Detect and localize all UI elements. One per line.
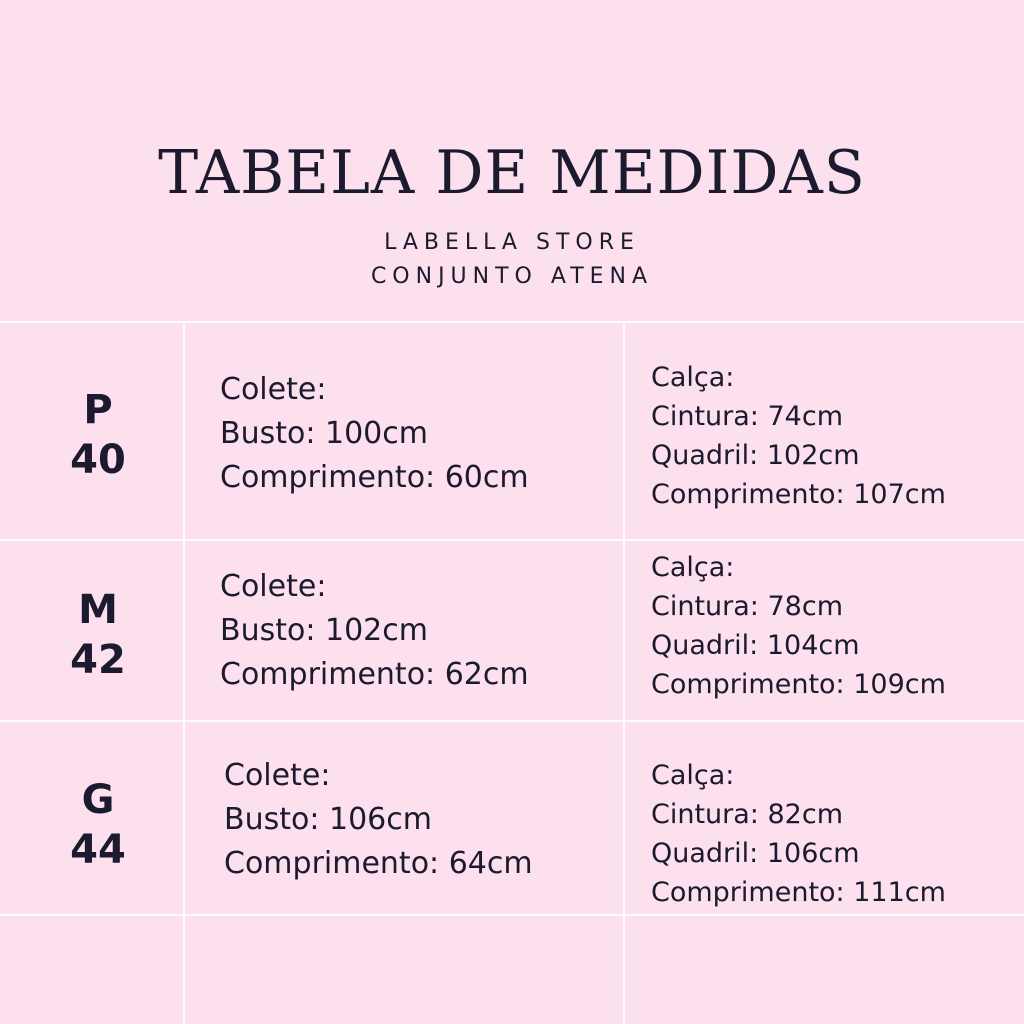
colete-label: Colete:: [224, 758, 331, 793]
size-letter: G: [81, 777, 115, 823]
colete-cell-g: [224, 754, 533, 886]
calca-quadril: Quadril: 106cm: [651, 838, 860, 869]
calca-comprimento: Comprimento: 111cm: [651, 877, 946, 908]
size-cell-g: [0, 775, 196, 875]
grid-line-row2: [0, 720, 1024, 722]
calca-comprimento: Comprimento: 107cm: [651, 479, 946, 510]
colete-label: Colete:: [220, 569, 327, 604]
calca-cintura: Cintura: 78cm: [651, 591, 843, 622]
size-letter: P: [83, 387, 113, 433]
size-letter: M: [78, 587, 118, 633]
store-name: LABELLA STORE: [384, 230, 640, 255]
calca-cintura: Cintura: 74cm: [651, 401, 843, 432]
colete-comprimento: Comprimento: 62cm: [220, 657, 529, 692]
calca-cell-g: [651, 756, 946, 912]
calca-cell-m: [651, 548, 946, 704]
calca-comprimento: Comprimento: 109cm: [651, 669, 946, 700]
size-cell-p: [0, 385, 196, 485]
page-title: TABELA DE MEDIDAS: [158, 138, 866, 208]
colete-busto: Busto: 102cm: [220, 613, 428, 648]
calca-label: Calça:: [651, 760, 735, 791]
calca-quadril: Quadril: 102cm: [651, 440, 860, 471]
grid-line-row1: [0, 539, 1024, 541]
grid-line-col2: [623, 322, 625, 1024]
size-number: 42: [70, 637, 126, 683]
calca-label: Calça:: [651, 552, 735, 583]
colete-label: Colete:: [220, 372, 327, 407]
colete-cell-m: [220, 565, 529, 697]
grid-line-row3: [0, 914, 1024, 916]
size-number: 40: [70, 437, 126, 483]
colete-busto: Busto: 106cm: [224, 802, 432, 837]
size-number: 44: [70, 827, 126, 873]
calca-label: Calça:: [651, 362, 735, 393]
colete-cell-p: [220, 368, 529, 500]
calca-quadril: Quadril: 104cm: [651, 630, 860, 661]
grid-line-top: [0, 321, 1024, 323]
colete-comprimento: Comprimento: 60cm: [220, 460, 529, 495]
product-name: CONJUNTO ATENA: [370, 264, 654, 289]
colete-busto: Busto: 100cm: [220, 416, 428, 451]
colete-comprimento: Comprimento: 64cm: [224, 846, 533, 881]
calca-cell-p: [651, 358, 946, 514]
calca-cintura: Cintura: 82cm: [651, 799, 843, 830]
size-cell-m: [0, 585, 196, 685]
